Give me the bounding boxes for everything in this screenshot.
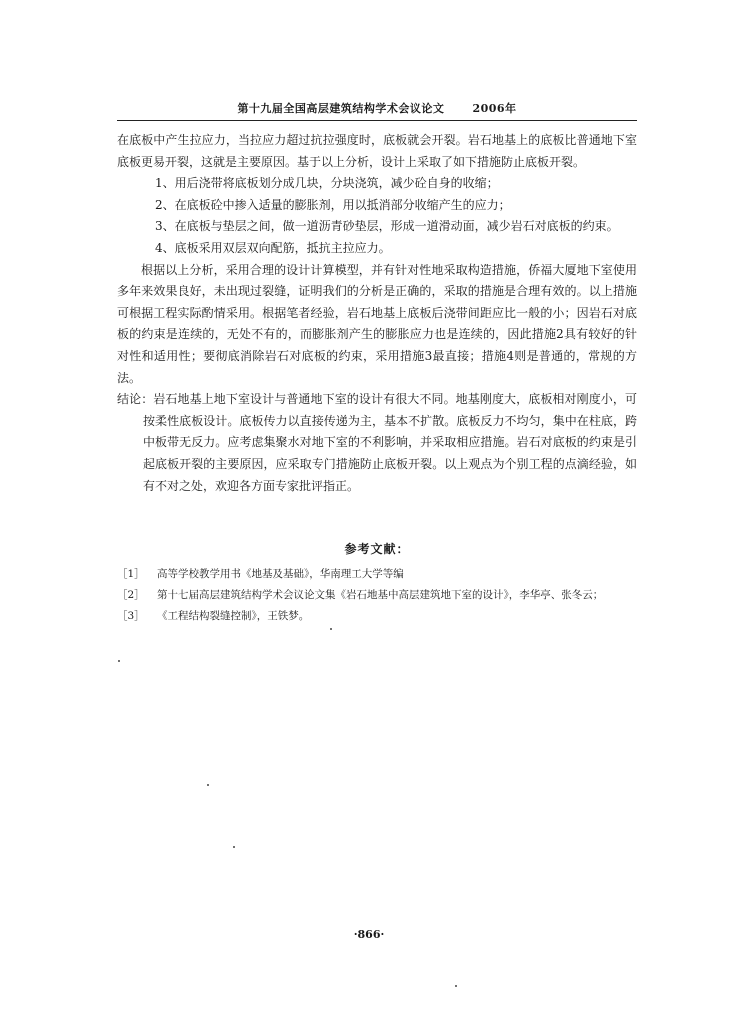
header-year: 2006年 (472, 102, 517, 115)
page-number: ·866· (353, 928, 385, 941)
measure-item-2: 2、在底板砼中掺入适量的膨胀剂，用以抵消部分收缩产生的应力； (155, 197, 511, 212)
reference-number: ［2］ (117, 589, 145, 601)
running-header (117, 100, 637, 118)
reference-text: 高等学校教学用书《地基及基础》，华南理工大学等编 (157, 568, 404, 580)
references-list (117, 564, 657, 627)
measure-item-3: 3、在底板与垫层之间，做一道沥青砂垫层，形成一道滑动面，减少岩石对底板的约束。 (155, 219, 619, 234)
reference-item-2 (117, 585, 657, 606)
reference-item-3 (117, 606, 657, 627)
scan-speck (118, 660, 120, 662)
conclusion-paragraph (117, 389, 637, 497)
reference-text: 第十七届高层建筑结构学术会议论文集《岩石地基中高层建筑地下室的设计》，李华亭、张冬云； (157, 589, 604, 601)
reference-item-1 (117, 564, 657, 585)
reference-number: ［3］ (117, 610, 145, 622)
reference-text: 《工程结构裂缝控制》，王铁梦。 (157, 610, 310, 622)
conclusion-text: 岩石地基上地下室设计与普通地下室的设计有很大不同。地基刚度大，底板相对刚度小，可按柔性底板设计。底板传力以直接传递为主，基本不扩散。底板反力不均匀，集中在柱底，跨中板带无反力。应考虑集聚水对地下室的不利影响，并采取相应措施。岩石对底板的约束是引起底板开裂的主要原因，应采取专门措施防止底板开裂。以上观点为个别工程的点滴经验，如有不对之处，欢迎各方面专家批评指正。 (143, 392, 637, 493)
intro-paragraph: 在底板中产生拉应力，当拉应力超过抗拉强度时，底板就会开裂。岩石地基上的底板比普通地下室底板更易开裂，这就是主要原因。基于以上分析，设计上采取了如下措施防止底板开裂。 (117, 133, 637, 169)
reference-number: ［1］ (117, 568, 145, 580)
conclusion-label: 结论： (117, 392, 154, 407)
scan-speck (330, 628, 332, 630)
conference-title: 第十九届全国高层建筑结构学术会议论文 (237, 102, 445, 115)
measure-item-4: 4、底板采用双层双向配筋，抵抗主拉应力。 (155, 240, 391, 255)
scan-speck (207, 784, 209, 786)
references-title: 参考文献： (344, 542, 410, 556)
header-divider (117, 120, 637, 121)
scan-speck (455, 985, 457, 987)
body-text (117, 130, 637, 497)
scan-speck (233, 846, 235, 848)
measure-item-1: 1、用后浇带将底板划分成几块，分块浇筑，减少砼自身的收缩； (155, 176, 499, 191)
analysis-paragraph: 根据以上分析，采用合理的设计计算模型，并有针对性地采取构造措施，侨福大厦地下室使用多年来效果良好，未出现过裂缝，证明我们的分析是正确的，采取的措施是合理有效的。以上措施可根据工程实际酌情采用。根据笔者经验，岩石地基上底板后浇带间距应比一般的小；因岩石对底板的约束是连续的，无处不有的，而膨胀剂产生的膨胀应力也是连续的，因此措施2具有较好的针对性和适用性；要彻底消除岩石对底板的约束，采用措施3最直接；措施4则是普通的，常规的方法。 (117, 262, 637, 385)
